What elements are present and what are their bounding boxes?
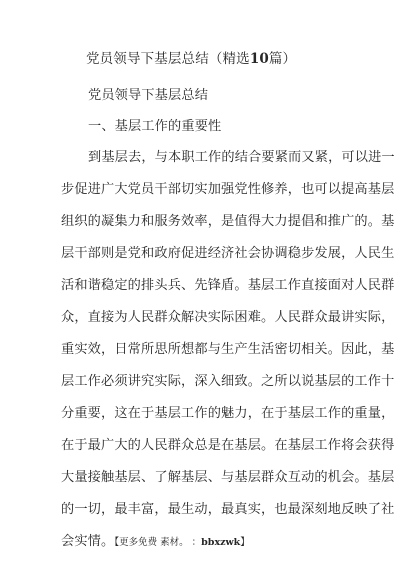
paragraph-1-last-line (61, 530, 250, 549)
paragraph-1-line: 在于最广大的人民群众总是在基层。在基层工作将会获得 (61, 438, 395, 453)
paragraph-1-line: 到基层去，与本职工作的结合要紧而又紧，可以进一 (88, 150, 395, 165)
paragraph-1-line: 层干部则是党和政府促进经济社会协调稳步发展，人民生 (61, 246, 395, 261)
title-number: 10 (249, 51, 269, 67)
title-tail: 篇） (268, 51, 297, 67)
paragraph-1-line: 层工作必须讲究实际，深入细致。之所以说基层的工作十 (61, 374, 395, 389)
title-text: 党员领导下基层总结（精选 (86, 51, 250, 67)
paragraph-1-line: 重实效，日常所思所想都与生产生活密切相关。因此，基 (61, 342, 395, 357)
promo-note-end: 】 (240, 537, 250, 548)
promo-note-code: bbxzwk (201, 537, 241, 548)
promo-note: 【更多免费 素材。 ： (114, 537, 202, 548)
paragraph-1-line: 的一切，最丰富，最生动，最真实，也最深刻地反映了社 (61, 502, 395, 517)
section-heading-1: 一、基层工作的重要性 (88, 119, 222, 134)
paragraph-1-line: 活和谐稳定的排头兵、先锋盾。基层工作直接面对人民群 (61, 278, 395, 293)
paragraph-1-line: 组织的凝集力和服务效率，是值得大力提倡和推广的。基 (61, 214, 395, 229)
document-subtitle: 党员领导下基层总结 (88, 88, 209, 103)
paragraph-1-line: 步促进广大党员干部切实加强党性修养，也可以提高基层 (61, 182, 395, 197)
paragraph-1-line: 分重要，这在于基层工作的魅力，在于基层工作的重量， (61, 406, 395, 421)
paragraph-1-last-text: 会实情。 (61, 534, 115, 549)
paragraph-1-line: 众，直接为人民群众解决实际困难。人民群众最讲实际， (61, 310, 395, 325)
paragraph-1-line: 大量接触基层、了解基层、与基层群众互动的机会。基层 (61, 470, 395, 485)
document-title (86, 47, 296, 67)
